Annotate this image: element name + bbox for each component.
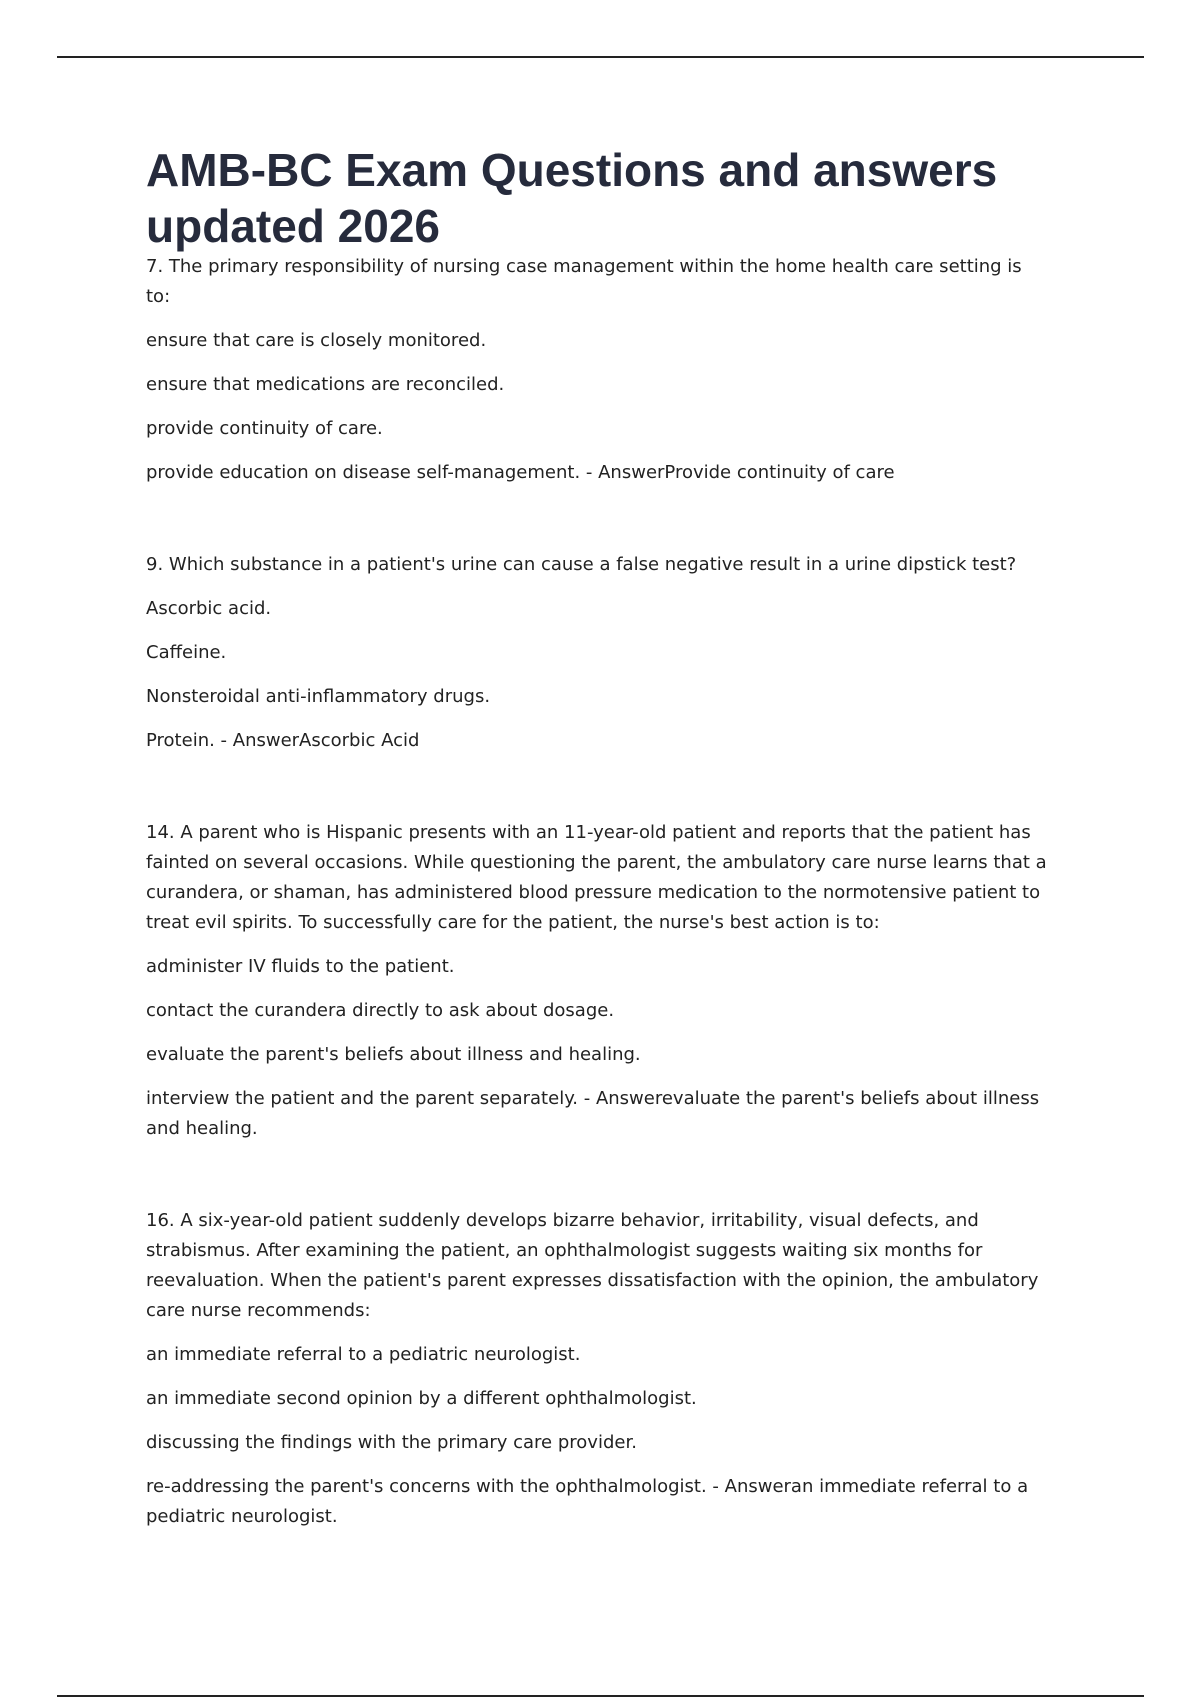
question-text: 16. A six-year-old patient suddenly develops bizarre behavior, irritability, visual defects, and strabismus. After examining the patient, an ophthalmologist suggests waiting six months for reevaluation. When the patient's parent expresses dissatisfaction with the opinion, the ambulatory care nurse recommends: bbox=[146, 1210, 1039, 1321]
answer-option: an immediate referral to a pediatric neurologist. bbox=[146, 1344, 581, 1365]
top-divider bbox=[57, 56, 1144, 58]
answer-option: evaluate the parent's beliefs about illness and healing. bbox=[146, 1044, 641, 1065]
question-text: 14. A parent who is Hispanic presents with an 11-year-old patient and reports that the patient has fainted on several occasions. While questioning the parent, the ambulatory care nurse learns that a curandera, or shaman, has administered blood pressure medication to the normotensive patient to treat evil spirits. To successfully care for the patient, the nurse's best action is to: bbox=[146, 822, 1047, 933]
answer-option-with-key: re-addressing the parent's concerns with the ophthalmologist. - Answeran immediate referral to a pediatric neurologist. bbox=[146, 1476, 1029, 1527]
answer-option: contact the curandera directly to ask about dosage. bbox=[146, 1000, 615, 1021]
answer-option-with-key: provide education on disease self-management. - AnswerProvide continuity of care bbox=[146, 462, 895, 483]
answer-option: Nonsteroidal anti-inflammatory drugs. bbox=[146, 686, 491, 707]
question-block-14 bbox=[146, 818, 1051, 1144]
question-text: 9. Which substance in a patient's urine can cause a false negative result in a urine dipstick test? bbox=[146, 554, 1017, 575]
document-body bbox=[146, 142, 1051, 1532]
answer-option: administer IV fluids to the patient. bbox=[146, 956, 455, 977]
question-text: 7. The primary responsibility of nursing case management within the home health care setting is to: bbox=[146, 256, 1022, 307]
document-title: AMB-BC Exam Questions and answers updated 2026 bbox=[146, 144, 998, 252]
answer-option-with-key: Protein. - AnswerAscorbic Acid bbox=[146, 730, 420, 751]
question-block-7 bbox=[146, 252, 1051, 488]
question-block-16 bbox=[146, 1206, 1051, 1532]
answer-option: Ascorbic acid. bbox=[146, 598, 272, 619]
question-block-9 bbox=[146, 550, 1051, 756]
bottom-divider bbox=[57, 1695, 1144, 1697]
answer-option: Caffeine. bbox=[146, 642, 227, 663]
answer-option: an immediate second opinion by a different ophthalmologist. bbox=[146, 1388, 697, 1409]
answer-option-with-key: interview the patient and the parent separately. - Answerevaluate the parent's beliefs about illness and healing. bbox=[146, 1088, 1040, 1139]
answer-option: discussing the findings with the primary care provider. bbox=[146, 1432, 637, 1453]
answer-option: provide continuity of care. bbox=[146, 418, 383, 439]
answer-option: ensure that care is closely monitored. bbox=[146, 330, 487, 351]
answer-option: ensure that medications are reconciled. bbox=[146, 374, 505, 395]
